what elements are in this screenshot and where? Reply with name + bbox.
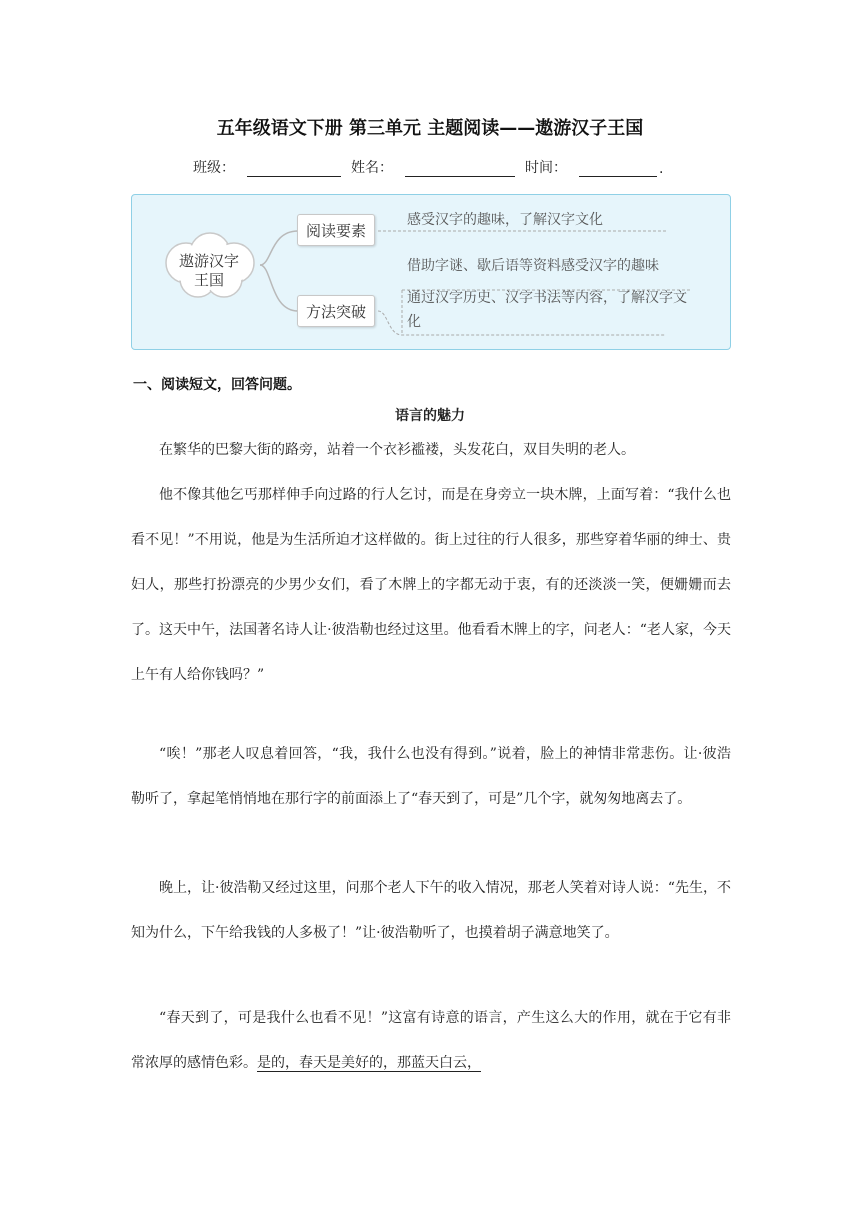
mindmap-node-reading-element: 阅读要素 [297,214,375,246]
underlined-sentence: 是的，春天是美好的，那蓝天白云， [257,1055,481,1071]
article-title: 语言的魅力 [395,408,465,424]
paragraph: 在繁华的巴黎大街的路旁，站着一个衣衫褴褛，头发花白，双目失明的老人。 [159,442,635,458]
student-info-line [193,157,663,177]
paragraph: “唉！”那老人叹息着回答，“我，我什么也没有得到。”说着，脸上的神情非常悲伤。让·彼浩勒听了，拿起笔悄悄地在那行字的前面添上了“春天到了，可是”几个字，就匆匆地离去了。 [131,746,731,807]
name-field[interactable] [405,160,515,177]
paragraph-text: “春天到了，可是我什么也看不见！”这富有诗意的语言，产生这么大的作用，就在于它有非常浓厚的感情色彩。 [131,1010,731,1071]
page-title: 五年级语文下册 第三单元 主题阅读——遨游汉子王国 [216,118,644,139]
time-label: 时间： [525,160,567,176]
mindmap-leaf: 感受汉字的趣味，了解汉字文化 [407,212,603,228]
paragraph [131,996,731,1086]
paragraph: 晚上，让·彼浩勒又经过这里，问那个老人下午的收入情况，那老人笑着对诗人说：“先生，不知为什么，下午给我钱的人多极了！”让·彼浩勒听了，也摸着胡子满意地笑了。 [131,880,731,941]
time-field[interactable] [579,160,657,177]
section-heading: 一、阅读短文，回答问题。 [133,377,301,393]
mindmap-center-label: 遨游汉字王国 [178,252,239,289]
end-mark: . [659,161,664,177]
mindmap-node-method: 方法突破 [297,295,375,327]
mindmap-leaf: 通过汉字历史、汉字书法等内容，了解汉字文化 [407,290,687,330]
mindmap-leaf: 借助字谜、歇后语等资料感受汉字的趣味 [407,258,659,274]
name-label: 姓名： [351,160,393,176]
class-label: 班级： [193,160,235,176]
paragraph: 他不像其他乞丐那样伸手向过路的行人乞讨，而是在身旁立一块木牌，上面写着：“我什么也看不见！”不用说，他是为生活所迫才这样做的。街上过往的行人很多，那些穿着华丽的绅士、贵妇人，那些打扮漂亮的少男少女们，看了木牌上的字都无动于衷，有的还淡淡一笑，便姗姗而去了。这天中午，法国著名诗人让·彼浩勒也经过这里。他看看木牌上的字，问老人：“老人家，今天上午有人给你钱吗？” [131,487,731,683]
class-field[interactable] [247,160,341,177]
